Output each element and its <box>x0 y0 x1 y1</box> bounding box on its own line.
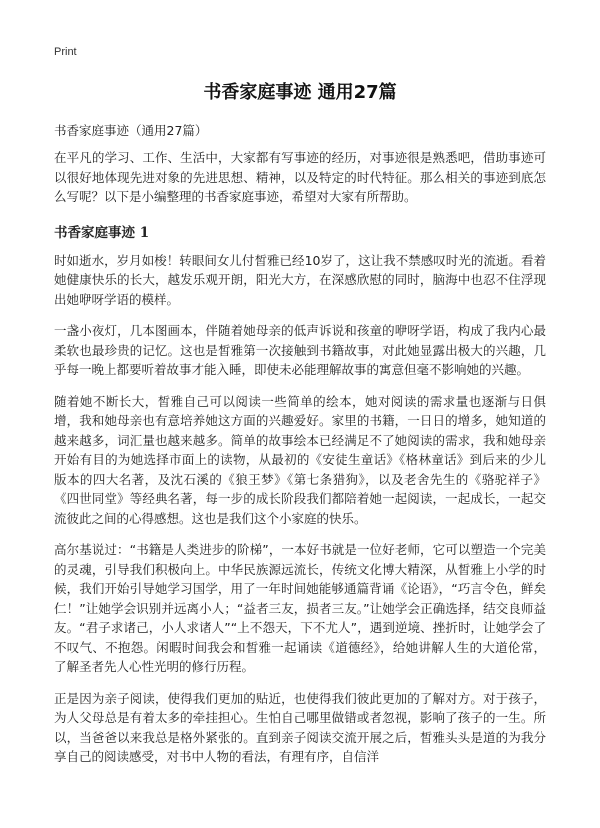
body-paragraph: 高尔基说过：“书籍是人类进步的阶梯”，一本好书就是一位好老师，它可以塑造一个完美的灵魂，引导我们积极向上。中华民族源远流长，传统文化博大精深，从皙雅上小学的时候，我们开始引导她学习国学，用了一年时间她能够通篇背诵《论语》，“巧言令色，鲜矣仁！”让她学会识别并远离小人；“益者三友，损者三友。”让她学会正确选择，结交良师益友。“君子求诸己，小人求诸人”“上不怨天，下不尤人”，遇到逆境、挫折时，让她学会了不叹气、不抱怨。闲暇时间我会和皙雅一起诵读《道德经》，给她讲解人生的大道伦常，了解圣者先人心性光明的修行历程。 <box>54 542 546 674</box>
document-subtitle: 书香家庭事迹（通用27篇） <box>54 123 208 138</box>
body-paragraph: 随着她不断长大，皙雅自己可以阅读一些简单的绘本，她对阅读的需求量也逐渐与日俱增，我和她母亲也有意培养她这方面的兴趣爱好。家里的书籍，一日日的增多，她知道的越来越多，词汇量也越来越多。简单的故事绘本已经满足不了她阅读的需求，我和她母亲开始有目的为她选择市面上的读物，从最初的《安徒生童话》《格林童话》到后来的少儿版本的四大名著，及沈石溪的《狼王梦》《第七条猎狗》，以及老舍先生的《骆驼祥子》《四世同堂》等经典名著，每一步的成长阶段我们都陪着她一起阅读，一起成长，一起交流彼此之间的心得感想。这也是我们这个小家庭的快乐。 <box>54 393 546 526</box>
print-link[interactable]: Print <box>54 46 77 58</box>
section-heading: 书香家庭事迹 1 <box>54 224 150 241</box>
body-paragraph: 正是因为亲子阅读，使得我们更加的贴近，也使得我们彼此更加的了解对方。对于孩子，为人父母总是有着太多的牵挂担心。生怕自己哪里做错或者忽视，影响了孩子的一生。所以，当爸爸以来我总是格外紧张的。直到亲子阅读交流开展之后，皙雅头头是道的为我分享自己的阅读感受，对书中人物的看法，有理有序，自信洋 <box>54 690 546 764</box>
document-body <box>54 148 546 767</box>
body-paragraph: 时如逝水，岁月如梭！转眼间女儿付皙雅已经10岁了，这让我不禁感叹时光的流逝。看着她健康快乐的长大，越发乐观开朗，阳光大方，在深感欣慰的同时，脑海中也忍不住浮现出她咿呀学语的模样。 <box>54 252 546 307</box>
body-paragraph: 一盏小夜灯，几本图画本，伴随着她母亲的低声诉说和孩童的咿呀学语，构成了我内心最柔软也最珍贵的记忆。这也是皙雅第一次接触到书籍故事，对此她显露出极大的兴趣，几乎每一晚上都要听着故事才能入睡，即使未必能理解故事的寓意但毫不影响她的兴趣。 <box>54 323 546 377</box>
page-title: 书香家庭事迹 通用27篇 <box>203 82 397 103</box>
intro-paragraph: 在平凡的学习、工作、生活中，大家都有写事迹的经历，对事迹很是熟悉吧，借助事迹可以很好地体现先进对象的先进思想、精神，以及特定的时代特征。那么相关的事迹到底怎么写呢？以下是小编整理的书香家庭事迹，希望对大家有所帮助。 <box>54 150 546 204</box>
